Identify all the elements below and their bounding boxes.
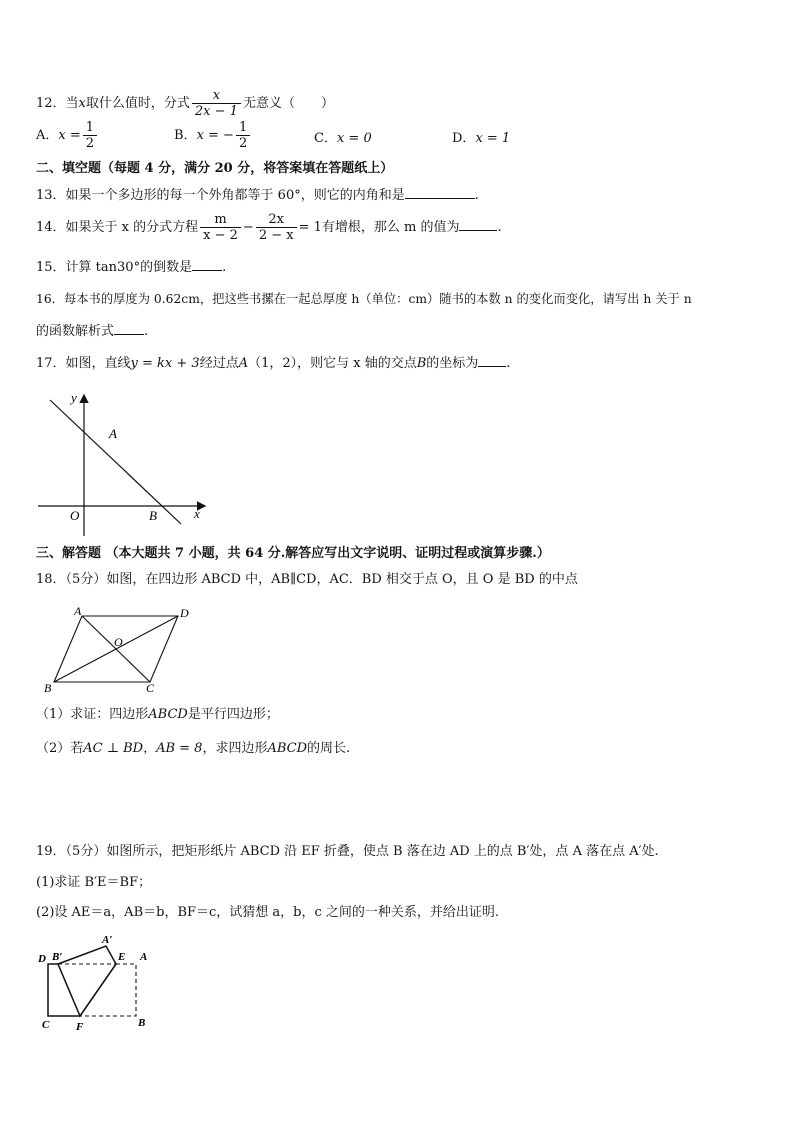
q14-f1-den: x − 2 — [200, 227, 241, 243]
section3-heading: 三、解答题 （本大题共 7 小题，共 64 分.解答应写出文字说明、证明过程或演算步骤.） — [36, 546, 550, 561]
q18-p2-prefix: （2）若 — [36, 741, 84, 756]
figure-18-parallelogram — [40, 604, 200, 694]
q17-end: . — [506, 356, 511, 371]
q17 — [36, 354, 510, 373]
fig19-d-label: D — [38, 953, 46, 965]
q17-mid: 经过点 — [199, 356, 239, 371]
fig19-f-label: F — [76, 1021, 84, 1033]
q12-option-c — [314, 130, 372, 148]
q12-frac-num: x — [212, 88, 221, 103]
opt-a-lhs: x = — [58, 128, 81, 143]
diagonal-bd — [54, 616, 178, 682]
opt-b-lhs: x = − — [196, 128, 234, 143]
q17-coord: （1，2），则它与 x 轴的交点 — [248, 356, 417, 371]
line-y-kx-3 — [50, 400, 181, 524]
q16-end: . — [144, 324, 149, 339]
fig17-y-label: y — [71, 390, 77, 405]
q12-prefix: 12．当 — [36, 96, 79, 111]
q13-end: . — [474, 188, 479, 203]
q18-p2-suffix: 的周长. — [307, 741, 351, 756]
q12-stem — [36, 88, 334, 119]
q16-line2 — [36, 322, 148, 341]
opt-b-label: B． — [174, 128, 197, 143]
q14-frac2 — [256, 212, 297, 243]
opt-a-frac — [83, 120, 97, 151]
q17-point-a: A — [238, 356, 249, 371]
fig19-c-label: C — [42, 1019, 50, 1031]
fig18-o-label: O — [114, 635, 123, 649]
q16-text: 的函数解析式 — [36, 324, 115, 339]
opt-a-num: 1 — [85, 120, 95, 135]
q14-minus: − — [242, 220, 254, 235]
q14-suffix: 有增根，那么 m 的值为 — [321, 220, 460, 235]
q18-p2-mid: ，求四边形 — [202, 741, 268, 756]
q12-option-d — [452, 130, 510, 148]
q17-suffix: 的坐标为 — [426, 356, 479, 371]
q15-text: 15．计算 tan30°的倒数是 — [36, 260, 193, 275]
fig19-bp-label: B′ — [52, 951, 63, 963]
opt-c-label: C． — [314, 131, 337, 146]
q14-f2-den: 2 − x — [256, 227, 297, 243]
fig17-x-label: x — [194, 506, 200, 521]
q19-part1: (1)求证 B′E＝BF； — [36, 875, 152, 890]
q18-stem: 18．（5分）如图，在四边形 ABCD 中，AB∥CD，AC．BD 相交于点 O，且 O 是 BD 的中点 — [36, 572, 578, 587]
figure-19-fold — [36, 930, 166, 1035]
q12-var: x — [78, 96, 86, 111]
q12-mid: 取什么值时，分式 — [85, 96, 190, 111]
q17-blank — [478, 354, 506, 367]
q12-fraction — [192, 88, 241, 119]
q17-prefix: 17．如图，直线 — [36, 356, 131, 371]
opt-b-num: 1 — [238, 120, 248, 135]
q18-p1-suffix: 是平行四边形； — [187, 707, 279, 722]
q13-text: 13．如果一个多边形的每一个外角都等于 60°，则它的内角和是 — [36, 188, 405, 203]
figure-17-graph — [36, 390, 216, 540]
fig18-b-label: B — [44, 681, 52, 694]
q18-p2-abcd: ABCD — [267, 741, 308, 756]
q17-expr: y = kx + 3 — [130, 356, 200, 371]
opt-d-expr: x = 1 — [475, 131, 511, 146]
q18-p1-abcd: ABCD — [148, 707, 188, 722]
q14-blank — [459, 218, 497, 231]
q16-blank — [114, 322, 144, 335]
q19-part2: (2)设 AE＝a，AB＝b，BF＝c，试猜想 a，b，c 之间的一种关系，并给出证明. — [36, 905, 500, 920]
q16-line1: 16．每本书的厚度为 0.62cm，把这些书摞在一起总厚度 h（单位：cm）随书的本数 n 的变化而变化，请写出 h 关于 n — [36, 292, 692, 306]
q14-frac1 — [200, 212, 241, 243]
q12-options — [36, 120, 736, 156]
fig18-d-label: D — [180, 606, 189, 620]
q14-prefix: 14．如果关于 x 的分式方程 — [36, 220, 199, 235]
q12-option-b — [174, 120, 252, 151]
q12-option-a — [36, 120, 99, 151]
opt-a-label: A． — [36, 128, 59, 143]
q14-eq: = 1 — [298, 220, 322, 235]
q14-f1-num: m — [214, 212, 227, 227]
fig19-ap-label: A′ — [102, 934, 113, 946]
q14 — [36, 212, 502, 243]
fig19-a-label: A — [140, 951, 148, 963]
fig17-b-label: B — [149, 508, 157, 523]
q18-part2 — [36, 740, 350, 758]
dashed-original-edge — [80, 964, 136, 1016]
opt-c-expr: x = 0 — [336, 131, 372, 146]
q15-blank — [192, 258, 222, 271]
q12-frac-den: 2x − 1 — [192, 103, 241, 119]
q14-end: . — [497, 220, 502, 235]
q18-p1-prefix: （1）求证：四边形 — [36, 707, 149, 722]
opt-a-den: 2 — [83, 135, 97, 151]
fig18-a-label: A — [74, 604, 82, 618]
q13-blank — [405, 186, 475, 199]
q15-end: . — [222, 260, 227, 275]
q15 — [36, 258, 226, 277]
q19-stem: 19．（5分）如图所示，把矩形纸片 ABCD 沿 EF 折叠，使点 B 落在边 AD 上的点 B′处，点 A 落在点 A′处. — [36, 844, 659, 859]
q14-f2-num: 2x — [268, 212, 284, 227]
opt-b-den: 2 — [236, 135, 250, 151]
section2-heading: 二、填空题（每题 4 分，满分 20 分，将答案填在答题纸上） — [36, 161, 394, 176]
q17-point-b: B — [416, 356, 427, 371]
rect-left-part — [48, 964, 80, 1016]
fig18-c-label: C — [146, 681, 155, 694]
q18-part1 — [36, 706, 279, 724]
q13 — [36, 186, 479, 205]
opt-b-frac — [236, 120, 250, 151]
fig19-e-label: E — [118, 951, 126, 963]
q18-p2-cond: AC ⊥ BD，AB = 8 — [83, 741, 203, 756]
fig17-a-label: A — [109, 426, 117, 441]
fig17-o-label: O — [70, 508, 80, 523]
q12-suffix: 无意义（ ） — [242, 96, 334, 111]
fig19-b-label: B — [138, 1017, 146, 1029]
fold-line-ef — [80, 964, 116, 1016]
opt-d-label: D． — [452, 131, 476, 146]
